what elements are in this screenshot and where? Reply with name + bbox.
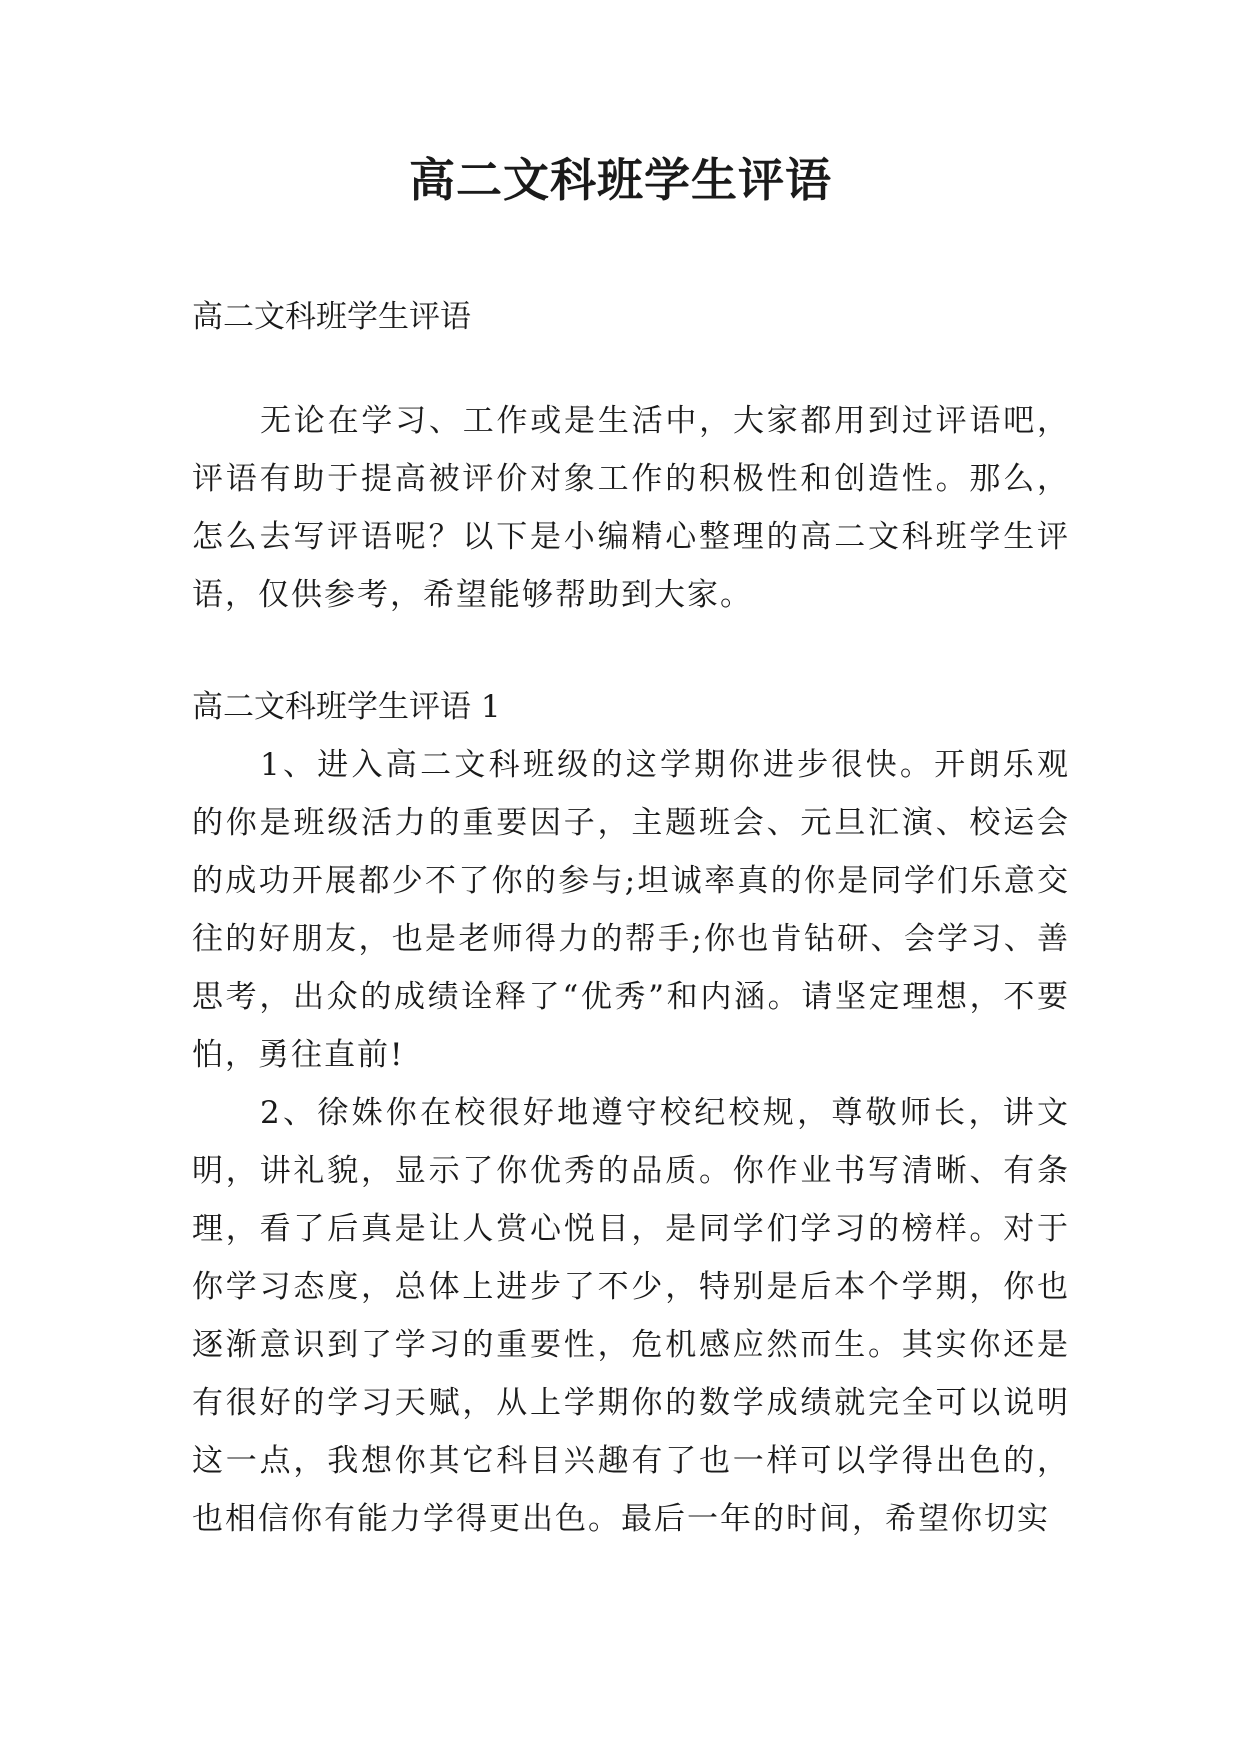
intro-paragraph: 无论在学习、工作或是生活中，大家都用到过评语吧，评语有助于提高被评价对象工作的积极性和创造性。那么，怎么去写评语呢？以下是小编精心整理的高二文科班学生评语，仅供参考，希望能够帮助到大家。 [192, 403, 1070, 613]
document-body [192, 288, 1070, 1548]
document-title: 高二文科班学生评语 [409, 153, 832, 207]
comment-paragraph-2: 2、徐姝你在校很好地遵守校纪校规，尊敬师长，讲文明，讲礼貌，显示了你优秀的品质。你作业书写清晰、有条理，看了后真是让人赏心悦目，是同学们学习的榜样。对于你学习态度，总体上进步了不少，特别是后本个学期，你也逐渐意识到了学习的重要性，危机感应然而生。其实你还是有很好的学习天赋，从上学期你的数学成绩就完全可以说明这一点，我想你其它科目兴趣有了也一样可以学得出色的，也相信你有能力学得更出色。最后一年的时间，希望你切实 [192, 1095, 1070, 1537]
comment-paragraph-1: 1、进入高二文科班级的这学期你进步很快。开朗乐观的你是班级活力的重要因子，主题班会、元旦汇演、校运会的成功开展都少不了你的参与;坦诚率真的你是同学们乐意交往的好朋友，也是老师得力的帮手;你也肯钻研、会学习、善思考，出众的成绩诠释了“优秀”和内涵。请坚定理想，不要怕，勇往直前! [192, 747, 1070, 1073]
document-subtitle: 高二文科班学生评语 [192, 299, 471, 335]
section-heading: 高二文科班学生评语 1 [192, 689, 501, 725]
